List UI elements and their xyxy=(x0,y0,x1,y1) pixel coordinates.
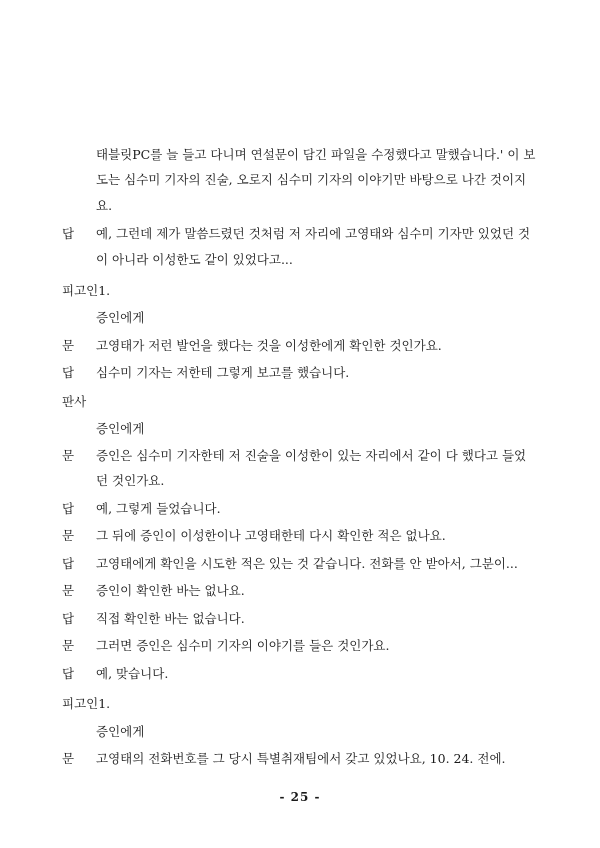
speaker-mark: 문 xyxy=(62,338,75,353)
line-text: 도는 심수미 기자의 진술, 오로지 심수미 기자의 이야기만 바탕으로 나간 것이지 xyxy=(96,172,527,187)
line-text: 그러면 증인은 심수미 기자의 이야기를 들은 것인가요. xyxy=(96,638,390,653)
line-text: 그 뒤에 증인이 이성한이나 고영태한테 다시 확인한 적은 없나요. xyxy=(96,528,446,543)
line-text: 고영태가 저런 발언을 했다는 것을 이성한에게 확인한 것인가요. xyxy=(96,338,442,353)
line-text: 태블릿PC를 늘 들고 다니며 연설문이 담긴 파일을 수정했다고 말했습니다.' 이 보 xyxy=(96,147,536,162)
line-text: 증인에게 xyxy=(96,724,145,739)
line-text: 예, 그런데 제가 말씀드렸던 것처럼 저 자리에 고영태와 심수미 기자만 있었던 것 xyxy=(96,226,531,241)
line-text: 예, 그렇게 들었습니다. xyxy=(96,501,221,516)
line-text: 증인에게 xyxy=(96,421,145,436)
speaker-mark: 답 xyxy=(62,365,75,380)
line-text: 직접 확인한 바는 없습니다. xyxy=(96,611,245,626)
line-text: 증인이 확인한 바는 없나요. xyxy=(96,583,245,598)
line-text: 증인은 심수미 기자한테 저 진술을 이성한이 있는 자리에서 같이 다 했다고 들었 xyxy=(96,448,527,463)
speaker-mark: 문 xyxy=(62,528,75,543)
line-text: 심수미 기자는 저한테 그렇게 보고를 했습니다. xyxy=(96,365,350,380)
speaker-mark: 답 xyxy=(62,611,75,626)
line-text: 요. xyxy=(96,198,113,213)
speaker-mark: 문 xyxy=(62,448,75,463)
line-text: 판사 xyxy=(62,394,87,409)
line-text: 피고인1. xyxy=(62,696,111,711)
speaker-mark: 답 xyxy=(62,501,75,516)
line-text: 피고인1. xyxy=(62,283,111,298)
line-text: 증인에게 xyxy=(96,310,145,325)
page-number: - 25 - xyxy=(279,790,321,804)
speaker-mark: 답 xyxy=(62,226,75,241)
speaker-mark: 문 xyxy=(62,751,75,766)
speaker-mark: 문 xyxy=(62,583,75,598)
line-text: 고영태의 전화번호를 그 당시 특별취재팀에서 갖고 있었나요, 10. 24. 전에. xyxy=(96,751,506,766)
speaker-mark: 답 xyxy=(62,556,75,571)
line-text: 던 것인가요. xyxy=(96,473,165,488)
line-text: 예, 맞습니다. xyxy=(96,666,169,681)
line-text: 고영태에게 확인을 시도한 적은 있는 것 같습니다. 전화를 안 받아서, 그분이... xyxy=(96,556,518,571)
line-text: 이 아니라 이성한도 같이 있었다고... xyxy=(96,252,293,267)
speaker-mark: 문 xyxy=(62,638,75,653)
speaker-mark: 답 xyxy=(62,666,75,681)
